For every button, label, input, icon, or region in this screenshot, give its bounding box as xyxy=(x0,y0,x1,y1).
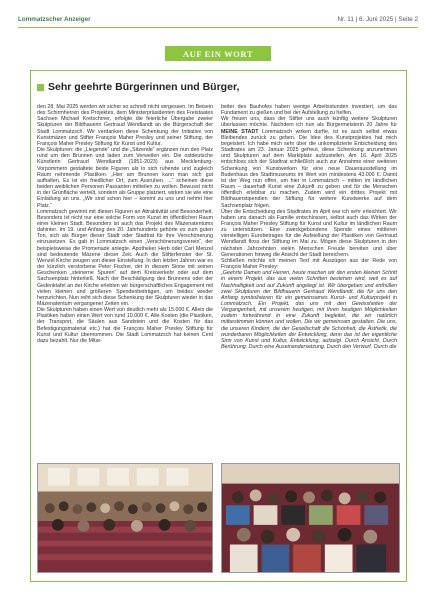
paragraph: beiter des Bauhofes haben wenige Arbeitsstunden investiert, um das Fundament zu gießen und bei der Aufstellung zu helfen. xyxy=(221,104,397,117)
bold-phrase: MEINE STADT xyxy=(221,128,259,135)
audience-seated-photo xyxy=(221,463,400,573)
speech-quote: „Geehrte Damen und Herren, heute machen wir den ersten kleinen Schritt in einem Projekt, das aus vielen Schritten bestehen wird, weil es auf Nachhaltigkeit und auf Zukunft angelegt ist. Wir übergeben und enthüllen zwei Skulpturen der Bildhauerin Gertraud Wendlandt, die für uns den Anfang symbolisieren für ein gemeinsames Kunst- und Kulturprojekt in Lommatzsch. Ein Projekt, das uns mit den Gewissheiten der Vergangenheit, mit unserem heutigen, mit Ihren heutigen Möglichkeiten zudem fortwährend in eine Zukunft begleitet, die wir natürlich mitbestimmen können und wollen. Die wir gemeinsam gestalten. Die uns, die unseren Kindern, die der Gesellschaft die Schönheit, die Ästhetik, die wunderbaren Möglichkeiten der Entwicklung, denn das ist der eigentliche Sinn von Kunst und Kultur, Entwicklung, aufzeigt. Durch Ansicht. Durch Berührung. Durch eine Auseinandersetzung. Durch den Verwurf. Durch die xyxy=(221,270,397,351)
page-header xyxy=(18,14,418,28)
article-title: Sehr geehrte Bürgerinnen und Bürger, xyxy=(48,81,240,93)
right-column xyxy=(221,104,397,350)
paragraph: Lommatzsch gewinnt mit diesen Figuren an Attraktivität und Besonderheit. Besonders ist nicht nur eine solche Form von Kunst im öffentlichen Raum einer kleinen Stadt. Besonders ist auch das Projekt des Mäzenatentums dahinter. Im 19. und Anfang des 20. Jahrhunderts gehörte es zum guten Ton, sich als Bürger dieser Stadt oder Stadtrat für ihre Verschönerung einzusetzen. Es gab in Lommatzsch einen „Verschönerungsverein“, der beispielsweise die Promenade anlegte. Apotheker Herb oder Carl Menzel sind bedeutende Mäzene dieser Zeit. Auch die Stifterfenster der St. Wenzel Kirche zeugen von dieser Einstellung. In den letzten Jahren war es der kürzlich verstorbene Peter Fischer, der in diesem Sinne mit seinen Geschenken „steinerne Spuren“ auf dem Kreisverkehr oder auf dem Sachsenplatz hinterließ. Nach der Beschädigung des Brunnens oder der Gedenktafel an der Kirche erlebten wir bürgerschaftliches Engagement mit vielen kleinen und größeren Spendenbeiträgen, um beides wieder herzurichten. Nun reiht sich diese Schenkung der Skulpturen wieder in das Mäzenatentum vergangener Zeiten ein. xyxy=(37,208,213,307)
header-rule xyxy=(18,27,418,28)
issue-info: Nr. 11 | 6. Juni 2025 | Seite 2 xyxy=(337,16,418,23)
paragraph: Die Skulpturen: die „Liegende“ und die „Sitzende“ ergänzen nun den Platz rund um den Brunnen und laden zum Verweilen ein. Die ostdeutsche Künstlerin Gertraud Wendlandt (1951-2023) aus Mecklenburg-Vorpommern gestaltete beide Figuren als in sich ruhende und zugleich Raum nehmende Plastiken. „Hier am Brunnen kann man sich gut aufhalten. Es ist ein friedlicher Ort, zum Ausruhen. ...“ scheinen diese beiden weiblichen Personen Passanten mitteilen zu wollen. Bewusst nicht in der Grünfläche verteilt, sondern als Gruppe platziert, wirken sie wie eine Einladung an uns. „Wir sind schon hier – kommt zu uns und nehmt hier Platz.“ xyxy=(37,147,213,209)
paragraph: Über die Entscheidung des Stadtrates im April war ich sehr erleichtert. Wir haben uns danach als Familie entschlossen, selbst auch das Wirken der François Maher Presley Stiftung für Kunst und Kultur im ländlichen Raum zu unterstützen. Eine zweckgebundene Spende eines mittleren vierstelligen Eurobetrages für die Aufstellung der Plastiken von Gertraud Wendlandt floss der Stiftung im Mai zu. Mögen diese Skulpturen in den nächsten Jahrzehnten vielen Menschen Freude bereiten und über Generationen hinweg die Ansicht der Stadt bereichern. xyxy=(221,208,397,258)
article-frame xyxy=(30,70,407,582)
paragraph: den 28. Mai 2025 werden wir sicher so schnell nicht vergessen. Im Beisein des Schirmherren des Projektes, dem Ministerpräsidenten des Freistaates Sachsen Michael Kretschmer, erfolgte die feierliche Übergabe zweier Skulpturen der Bildhauerin Gertraud Wendlandt an die Bürgerschaft der Stadt Lommatzsch. Wir verdanken diese Schenkung der Initiative von Kunstmäzen und Stifter François Maher Presley und seiner Stiftung, der François Maher Presley Stiftung für Kunst und Kultur. xyxy=(37,104,213,147)
publication-name: Lommatzscher Anzeiger xyxy=(18,16,91,23)
left-column xyxy=(37,104,213,344)
title-square-icon xyxy=(37,84,44,91)
paragraph-with-bold: Wir freuen uns, dass der Stifter uns auch künftig weitere Skulpturen überlassen möchte. Nachdem ich nun als Bürgermeisterin 20 Jahre für MEINE STADT Lommatzsch wirken durfte, ist es auch selbst etwas Bleibendes zurück zu geben. Die Idee des Kunstprojektes hat mich begeistert. Ich habe mich sehr über die unkomplizierte Entscheidung des Stadtrates am 23. Januar 2025 gefreut, diese Schenkung anzunehmen und Skulpturen auf dem Marktplatz aufzustellen. Am 16. April 2025 entschloss sich der Stadtrat schließlich auch zur Annahme einer weiteren Schenkung von Kunstwerken für eine neue Dauerausstellung im Budenhaus des Stadtmuseums im Wert von mindestens 43.000 €. Damit ist der Weg nun offen, um hier in Lommatzsch – mitten im ländlichen Raum – dauerhaft Kunst eine Zukunft zu geben und für die Menschen öffentlich erlebbar zu machen. Zudem wird ein drittes Projekt mit Bildhauerstipendien der Stiftung für weitere Kunstwerke auf dem Sachsenplatz folgen. xyxy=(221,116,397,209)
audience-hall-photo xyxy=(37,463,213,573)
section-label: AUF EIN WORT xyxy=(165,46,271,61)
paragraph: Schließen möchte ich meinen Text mit Auszügen aus der Rede von François Maher Presley: xyxy=(221,257,397,271)
article-title-row xyxy=(37,81,239,93)
paragraph: Die Skulpturen haben einen Wert von deutlich mehr als 15.000 €. Allein die Plastiken haben einen Wert von rund 10.000 €. Alle Kosten (die Plastiken, der Transport, die Säulen aus Sandstein und die Kosten für das Befestigungsmaterial etc.) hat die François Maher Presley Stiftung für Kunst und Kultur übernommen. Die Stadt Lommatzsch hat keinen Cent dazu bezahlt. Nur die Mitar- xyxy=(37,307,213,344)
